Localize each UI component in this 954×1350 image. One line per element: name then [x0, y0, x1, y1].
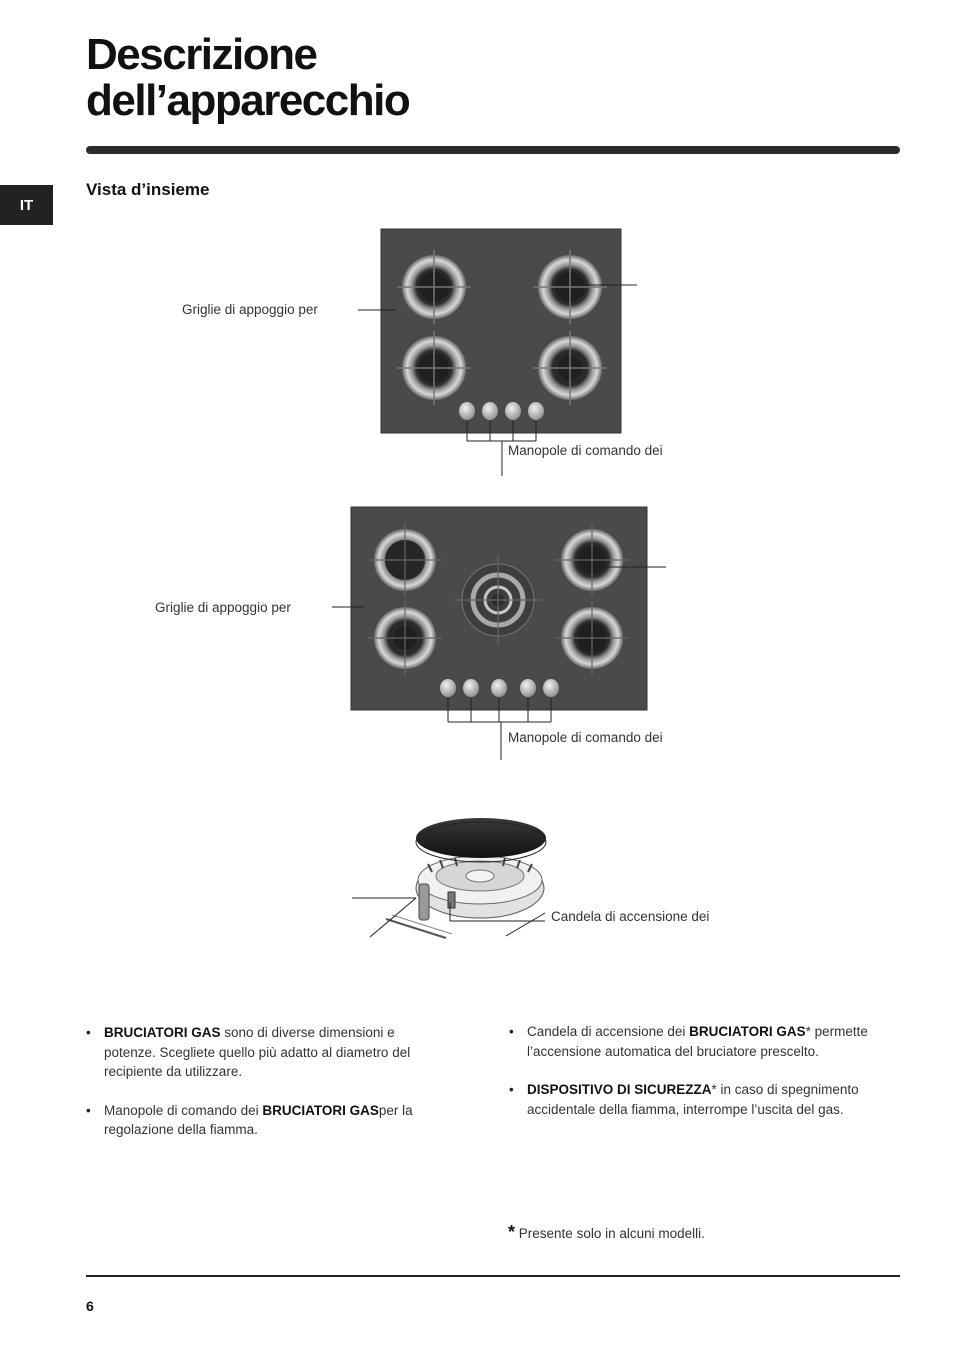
footnote	[508, 1222, 705, 1243]
burner-detail	[352, 818, 546, 938]
footnote-text: Presente solo in alcuni modelli.	[518, 1226, 705, 1241]
figure3-ignition-label: Candela di accensione dei	[551, 909, 710, 924]
footer-divider	[86, 1275, 900, 1277]
hob-5-burner	[332, 507, 666, 760]
footnote-symbol: *	[508, 1222, 516, 1242]
language-tab[interactable]: IT	[0, 185, 53, 225]
list-item-gas-burners: • BRUCIATORI GAS sono di diverse dimensioni e potenze. Scegliete quello più adatto al diametro del recipiente da utilizzare.	[86, 1023, 446, 1082]
right-column	[509, 1022, 869, 1119]
left-column	[86, 1023, 446, 1140]
figure2-knobs-label: Manopole di comando dei	[508, 730, 663, 745]
page-number: 6	[86, 1298, 94, 1314]
page-title-line2: dell’apparecchio	[86, 76, 410, 125]
hob-4-burner	[358, 229, 637, 476]
figure1-knobs-label: Manopole di comando dei	[508, 443, 663, 458]
figure2-grids-label: Griglie di appoggio per	[155, 600, 291, 615]
figure1-grids-label: Griglie di appoggio per	[182, 302, 318, 317]
section-heading: Vista d’insieme	[86, 180, 210, 199]
list-item-control-knobs: • Manopole di comando dei BRUCIATORI GASper la regolazione della fiamma.	[86, 1101, 446, 1140]
page-title-line1: Descrizione	[86, 30, 317, 79]
list-item-ignition: • Candela di accensione dei BRUCIATORI GAS* permette l’accensione automatica del bruciatore prescelto.	[509, 1022, 869, 1061]
list-item-safety-device: • DISPOSITIVO DI SICUREZZA* in caso di spegnimento accidentale della fiamma, interrompe l’uscita del gas.	[509, 1080, 869, 1119]
